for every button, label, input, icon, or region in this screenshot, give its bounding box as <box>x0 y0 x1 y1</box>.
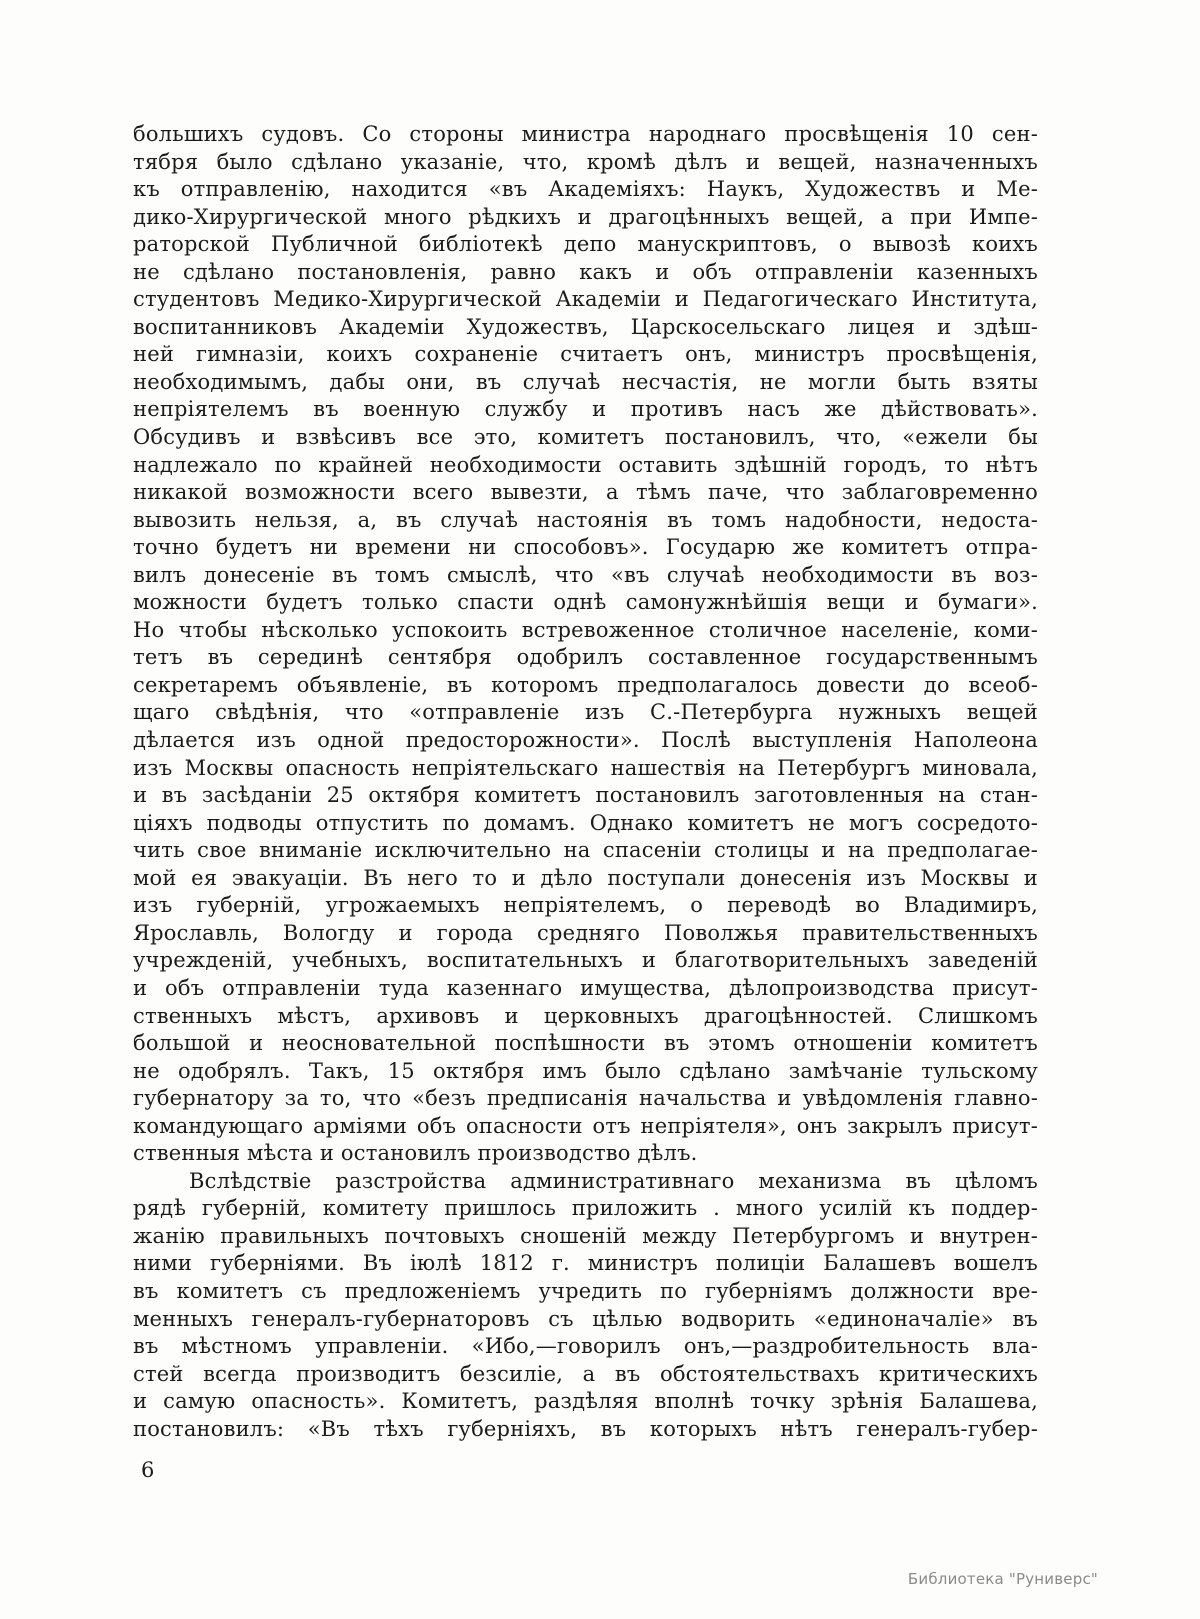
text-line: менныхъ генералъ-губернаторовъ съ цѣлью водворить «единоначаліе» въ <box>133 1306 1038 1331</box>
text-line: дѣлается изъ одной предосторожности». Послѣ выступленія Наполеона <box>133 728 1038 753</box>
text-line: большой и неосновательной поспѣшности въ этомъ отношеніи комитетъ <box>133 1031 1038 1056</box>
text-line: можности будетъ только спасти однѣ самонужнѣйшія вещи и бумаги». <box>133 590 1038 615</box>
text-line: необходимымъ, дабы они, въ случаѣ несчастія, не могли быть взяты <box>133 369 1038 394</box>
text-line: дико-Хирургической много рѣдкихъ и драгоцѣнныхъ вещей, а при Импе- <box>133 204 1038 229</box>
page-number: 6 <box>141 1458 155 1482</box>
text-line: надлежало по крайней необходимости оставить здѣшній городъ, то нѣтъ <box>133 452 1038 477</box>
text-line: тября было сдѣлано указаніе, что, кромѣ дѣлъ и вещей, назначенныхъ <box>133 149 1038 174</box>
text-line: учрежденій, учебныхъ, воспитательныхъ и благотворительныхъ заведеній <box>133 948 1038 973</box>
text-line: жанію правильныхъ почтовыхъ сношеній между Петербургомъ и внутрен- <box>133 1223 1038 1248</box>
text-line: Ярославль, Вологду и города средняго Поволжья правительственныхъ <box>133 920 1038 945</box>
text-line: раторской Публичной библіотекѣ депо манускриптовъ, о вывозѣ коихъ <box>133 232 1038 257</box>
text-line: не сдѣлано постановленія, равно какъ и объ отправленіи казенныхъ <box>133 259 1038 284</box>
text-line: и объ отправленіи туда казеннаго имущества, дѣлопроизводства присут- <box>133 975 1038 1000</box>
text-line: воспитанниковъ Академіи Художествъ, Царскосельскаго лицея и здѣш- <box>133 314 1038 339</box>
text-line: студентовъ Медико-Хирургической Академіи и Педагогическаго Института, <box>133 287 1038 312</box>
text-line: ней гимназіи, коихъ сохраненіе считаетъ онъ, министръ просвѣщенія, <box>133 342 1038 367</box>
text-line: вилъ донесеніе въ томъ смыслѣ, что «въ случаѣ необходимости въ воз- <box>133 562 1038 587</box>
paragraph <box>133 121 1038 1168</box>
text-line: чить свое вниманіе исключительно на спасеніи столицы и на предполагае- <box>133 838 1038 863</box>
text-line: секретаремъ объявленіе, въ которомъ предполагалось довести до всеоб- <box>133 672 1038 697</box>
text-line: мой ея эвакуаціи. Въ него то и дѣло поступали донесенія изъ Москвы и <box>133 865 1038 890</box>
paragraph <box>133 1168 1038 1443</box>
text-line: стей всегда производитъ безсиліе, а въ обстоятельствахъ критическихъ <box>133 1361 1038 1386</box>
text-line: Обсудивъ и взвѣсивъ все это, комитетъ постановилъ, что, «ежели бы <box>133 425 1038 450</box>
text-line: щаго свѣдѣнія, что «отправленіе изъ С.-Петербурга нужныхъ вещей <box>133 700 1038 725</box>
text-line: точно будетъ ни времени ни способовъ». Государю же комитетъ отпра- <box>133 535 1038 560</box>
text-line: въ мѣстномъ управленіи. «Ибо,—говорилъ онъ,—раздробительность вла- <box>133 1334 1038 1359</box>
text-line: къ отправленію, находится «въ Академіяхъ: Наукъ, Художествъ и Ме- <box>133 177 1038 202</box>
text-line: и въ засѣданіи 25 октября комитетъ постановилъ заготовленныя на стан- <box>133 783 1038 808</box>
text-line: ственныя мѣста и остановилъ производство дѣлъ. <box>133 1141 698 1166</box>
text-line: никакой возможности всего вывезти, а тѣмъ паче, что заблаговременно <box>133 480 1038 505</box>
text-line: не одобрялъ. Такъ, 15 октября имъ было сдѣлано замѣчаніе тульскому <box>133 1058 1038 1083</box>
page-text <box>133 121 1038 1443</box>
text-line: тетъ въ серединѣ сентября одобрилъ составленное государственнымъ <box>133 645 1038 670</box>
text-line: и самую опасность». Комитетъ, раздѣляя вполнѣ точку зрѣнія Балашева, <box>133 1389 1038 1414</box>
text-line: губернатору за то, что «безъ предписанія начальства и увѣдомленія главно- <box>133 1086 1038 1111</box>
library-watermark: Библиотека "Руниверс" <box>907 1570 1098 1588</box>
text-line: ціяхъ подводы отпустить по домамъ. Однако комитетъ не могъ сосредото- <box>133 810 1038 835</box>
text-line: непріятелемъ въ военную службу и противъ насъ же дѣйствовать». <box>133 397 1038 422</box>
text-line: ними губерніями. Въ іюлѣ 1812 г. министръ полиціи Балашевъ вошелъ <box>133 1251 1038 1276</box>
text-line: вывозить нельзя, а, въ случаѣ настоянія въ томъ надобности, недоста- <box>133 507 1038 532</box>
text-line: изъ Москвы опасность непріятельскаго нашествія на Петербургъ миновала, <box>133 755 1038 780</box>
text-line: ственныхъ мѣстъ, архивовъ и церковныхъ драгоцѣнностей. Слишкомъ <box>133 1003 1038 1028</box>
text-line: Вслѣдствіе разстройства административнаго механизма въ цѣломъ <box>189 1168 1038 1193</box>
text-line: большихъ судовъ. Со стороны министра народнаго просвѣщенія 10 сен- <box>133 122 1038 146</box>
text-line: Но чтобы нѣсколько успокоить встревоженное столичное населеніе, коми- <box>133 617 1038 642</box>
text-line: командующаго арміями объ опасности отъ непріятеля», онъ закрылъ присут- <box>133 1113 1038 1138</box>
text-line: изъ губерній, угрожаемыхъ непріятелемъ, о переводѣ во Владимиръ, <box>133 893 1038 918</box>
text-line: постановилъ: «Въ тѣхъ губерніяхъ, въ которыхъ нѣтъ генералъ-губер- <box>133 1416 1038 1441</box>
text-line: рядѣ губерній, комитету пришлось приложить . много усилій къ поддер- <box>133 1196 1038 1221</box>
text-line: въ комитетъ съ предложеніемъ учредить по губерніямъ должности вре- <box>133 1278 1038 1303</box>
